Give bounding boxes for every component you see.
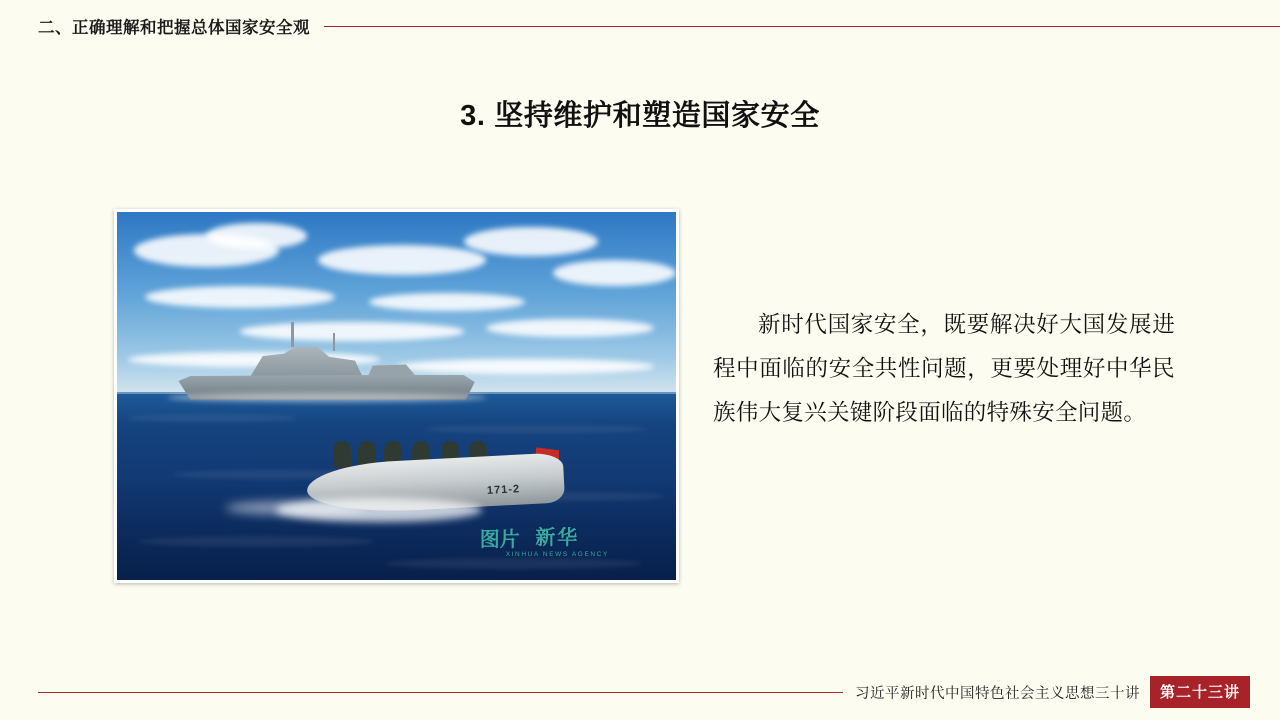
slide-footer	[0, 664, 1280, 720]
header-divider	[324, 26, 1280, 27]
rib-boat	[307, 433, 564, 514]
lecture-badge: 第二十三讲	[1150, 676, 1250, 708]
cloud-shape	[206, 223, 307, 249]
boat-spray	[276, 498, 482, 522]
ship-mast-icon	[291, 322, 294, 347]
cloud-shape	[145, 286, 335, 308]
wave-streak	[128, 414, 296, 421]
cloud-shape	[464, 227, 598, 256]
cloud-shape	[553, 260, 676, 286]
ship-foredeck	[368, 361, 415, 376]
navy-photo	[117, 212, 676, 580]
footer-series-title: 习近平新时代中国特色社会主义思想三十讲	[854, 685, 1140, 702]
wave-streak	[424, 425, 648, 432]
ship-mast-icon	[333, 333, 335, 350]
footer-divider	[38, 692, 843, 693]
wave-streak	[139, 536, 374, 547]
warship	[178, 333, 474, 399]
page-title: 3. 坚持维护和塑造国家安全	[460, 100, 820, 132]
watermark-sub: XINHUA NEWS AGENCY	[505, 550, 609, 558]
watermark-mark: 图片	[479, 528, 520, 551]
ship-superstructure	[244, 344, 363, 376]
slide-header	[0, 0, 1280, 52]
cloud-shape	[486, 319, 654, 337]
wave-streak	[385, 558, 642, 569]
body-paragraph: 新时代国家安全，既要解决好大国发展进程中面临的安全共性问题，更要处理好中华民族伟大复兴关键阶段面临的特殊安全问题。	[713, 312, 1175, 425]
boat-number: 171-2	[487, 483, 521, 497]
watermark-main: 新华	[535, 526, 580, 549]
crew-member	[333, 441, 351, 469]
section-label: 二、正确理解和把握总体国家安全观	[38, 19, 310, 37]
photo-watermark	[479, 521, 609, 558]
photo-frame	[114, 209, 679, 583]
cloud-shape	[318, 245, 486, 274]
